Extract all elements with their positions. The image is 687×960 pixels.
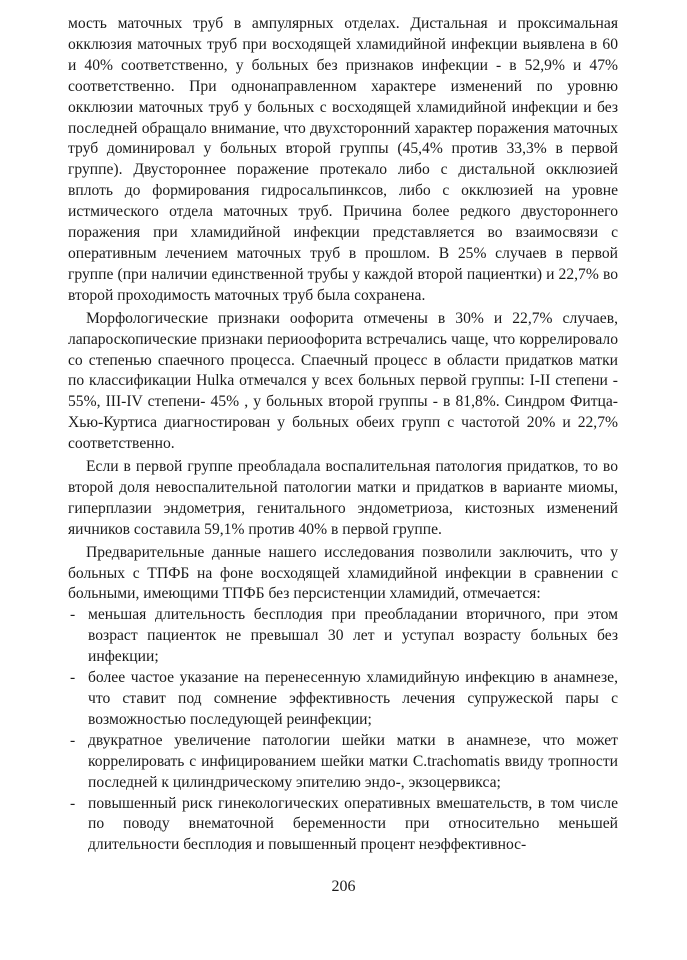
list-item-text: двукратное увеличение патологии шейки матки в анамнезе, что может коррелировать с инфицированием шейки матки C.trachomatis ввиду тропности последней к цилиндрическому эпителию эндо-, экзоцервикса; (88, 731, 618, 791)
list-item (68, 731, 618, 794)
paragraph-oophoritis: Морфологические признаки оофорита отмечены в 30% и 22,7% случаев, лапароскопические признаки периоофорита встречались чаще, что коррелировало со степенью спаечного процесса. Спаечный процесс в области придатков матки по классификации Hulka отмечался у всех больных первой группы: I-II степени - 55%, III-IV степени- 45% , у больных второй группы - в 81,8%. Синдром Фитца-Хью-Куртиса диагностирован у больных обеих групп с частотой 20% и 22,7% соответственно. (68, 309, 618, 453)
list-item (68, 794, 618, 857)
list-item (68, 605, 618, 668)
paragraph-pathology-comparison: Если в первой группе преобладала воспалительная патология придатков, то во второй доля невоспалительной патологии матки и придатков в варианте миомы, гиперплазии эндометрия, генитального эндометриоза, кистозных изменений яичников составила 59,1% против 40% в первой группе. (68, 458, 618, 538)
list-item-text: более частое указание на перенесенную хламидийную инфекцию в анамнезе, что ставит под сомнение эффективность лечения супружеской пары с возможностью последующей реинфекции; (88, 669, 618, 728)
list-marker: - (70, 669, 76, 687)
page-body (68, 14, 618, 856)
list-marker: - (70, 731, 76, 749)
list-marker: - (70, 794, 76, 812)
paragraph-conclusion-intro: Предварительные данные нашего исследования позволили заключить, что у больных с ТПФБ на фоне восходящей хламидийной инфекции в сравнении с больными, имеющими ТПФБ без персистенции хламидий, отмечается: (68, 543, 618, 603)
list-item (68, 668, 618, 731)
findings-list (68, 605, 618, 856)
paragraph-tubal-occlusion: мость маточных труб в ампулярных отделах. Дистальная и проксимальная окклюзия маточных труб при восходящей хламидийной инфекции выявлена в 60 и 40% соответственно, у больных без признаков инфекции - в 52,9% и 47% соответственно. При однонаправленном характере изменений по уровню окклюзии маточных труб у больных с восходящей хламидийной инфекции и без последней обращало внимание, что двухсторонний характер поражения маточных труб доминировал у больных второй группы (45,4% против 33,3% в первой группе). Двустороннее поражение протекало либо с дистальной окклюзией вплоть до формирования гидросальпинксов, либо с окклюзией на уровне истмического отдела маточных труб. Причина более редкого двустороннего поражения при хламидийной инфекции представляется во взаимосвязи с оперативным лечением маточных труб в прошлом. В 25% случаев в первой группе (при наличии единственной трубы у каждой второй пациентки) и 22,7% во второй проходимость маточных труб была сохранена. (68, 15, 618, 304)
list-item-text: меньшая длительность бесплодия при преобладании вторичного, при этом возраст пациенток не превышал 30 лет и уступал возрасту больных без инфекции; (88, 606, 618, 666)
list-item-text: повышенный риск гинекологических оперативных вмешательств, в том числе по поводу внематочной беременности при относительно меньшей длительности бесплодия и повышенный процент неэффективнос- (88, 794, 618, 854)
list-marker: - (70, 606, 76, 624)
page-number: 206 (331, 878, 356, 895)
